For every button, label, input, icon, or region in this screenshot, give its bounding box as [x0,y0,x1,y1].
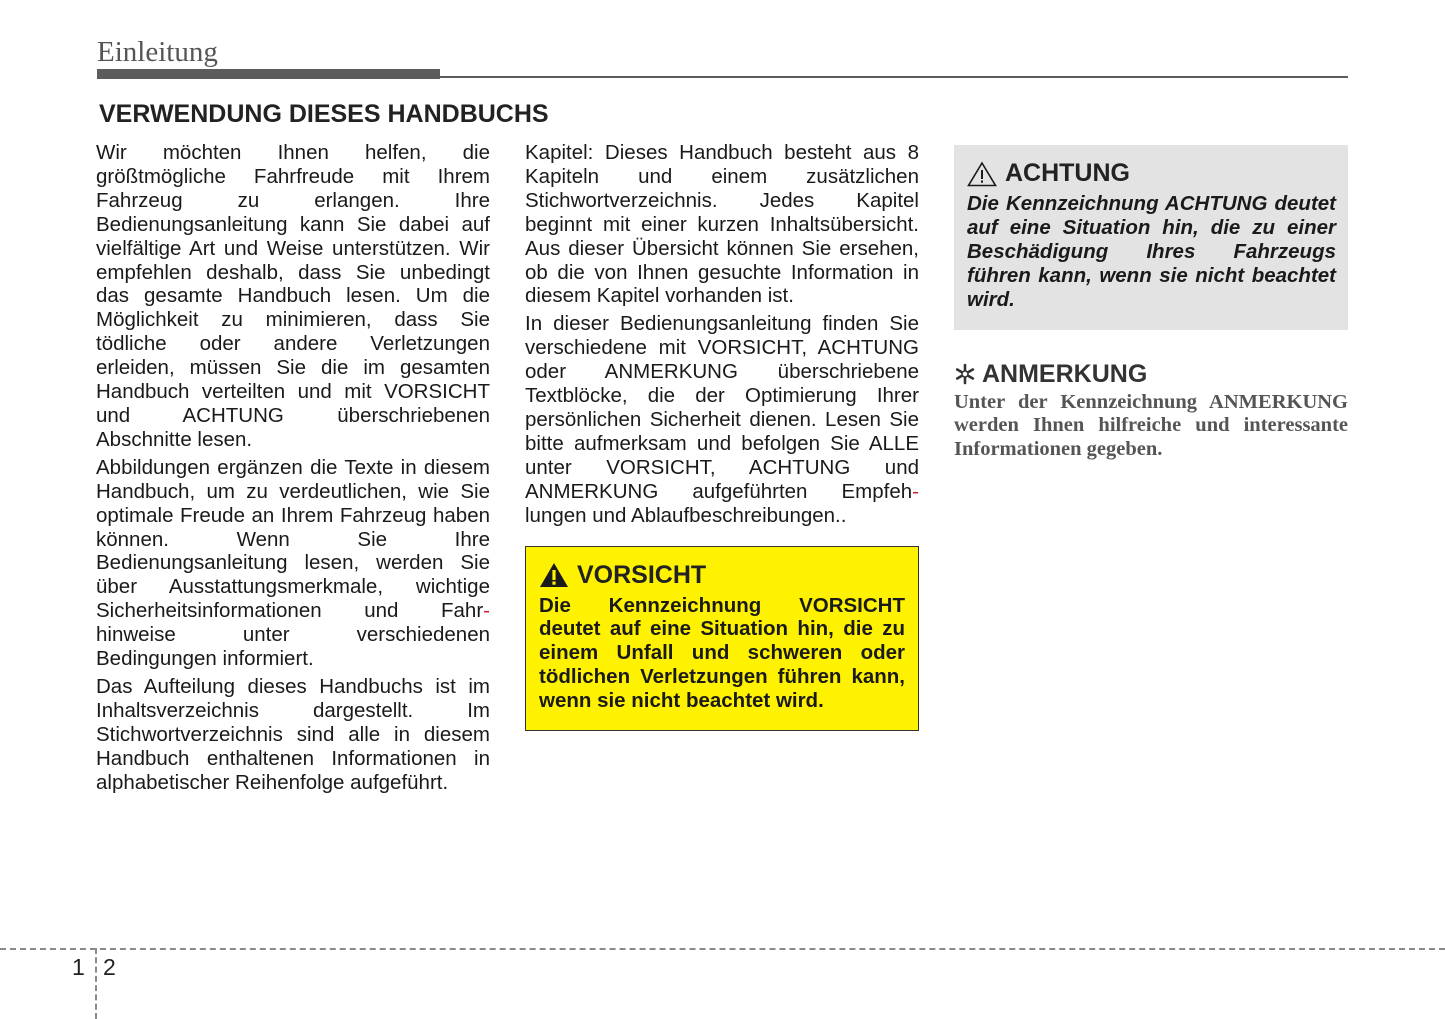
warning-triangle-outline-icon [967,161,997,187]
section-label: Einleitung [97,36,218,68]
text-column-2 [525,141,919,731]
page-number: 2 [103,954,116,980]
soft-hyphen: - [912,479,919,503]
warning-triangle-filled-icon [539,562,569,588]
warning-text: Die Kennzeichnung ACHTUNG deutet auf eine Situation hin, die zu einer Beschädigung Ihres Fahrzeugs führen kann, wenn sie nicht beachtet wird. [967,192,1336,311]
paragraph-illustrations: Abbildungen ergänzen die Texte in diesem Handbuch, um zu verdeutlichen, wie Sie optimale Freude an Ihrem Fahrzeug haben können. Wenn Sie Ihre Bedienungsanleitung lesen, werden Sie über Ausstattungsmerkmale, wichtige Sicherheitsinformationen und Fahr-hinweise unter verschiedenen Bedingungen informiert. [96,455,490,671]
text-column-1 [96,141,490,798]
soft-hyphen: - [483,599,490,623]
header-rule-thin [440,76,1348,78]
paragraph-intro: Wir möchten Ihnen helfen, die größtmögliche Fahrfreude mit Ihrem Fahrzeug zu erlangen. Ihre Bedienungsanleitung kann Sie dabei auf vielfältige Art und Weise unterstützen. Wir empfehlen deshalb, dass Sie unbedingt das gesamte Handbuch lesen. Um die Möglichkeit zu minimieren, dass Sie tödliche oder andere Verletzungen erleiden, müssen Sie die im gesamten Handbuch verteilten und mit VORSICHT und ACHTUNG überschriebenen Abschnitte lesen. [96,141,490,451]
warning-title: ACHTUNG [967,159,1336,188]
note-text: Unter der Kennzeichnung ANMERKUNG werden Ihnen hilfreiche und interessante Informationen gegeben. [954,390,1348,461]
chapter-number: 1 [72,954,85,980]
caution-title: VORSICHT [539,561,905,590]
text-column-3 [954,141,1348,466]
caution-box [525,546,919,732]
page-heading: VERWENDUNG DIESES HANDBUCHS [99,100,549,128]
footer-divider [0,948,1445,950]
note-title: ANMERKUNG [954,360,1348,389]
paragraph-textblocks: In dieser Bedienungsanleitung finden Sie verschiedene mit VORSICHT, ACHTUNG oder ANMERKUNG überschriebene Textblöcke, die der Optimierung Ihrer persönlichen Sicherheit dienen. Lesen Sie bitte aufmerksam und befolgen Sie ALLE unter VORSICHT, ACHTUNG und ANMERKUNG aufgeführten Empfeh-lungen und Ablaufbeschreibungen.. [525,312,919,527]
header-rule-thick [97,69,440,79]
paragraph-structure: Das Aufteilung dieses Handbuchs ist im Inhaltsverzeichnis dargestellt. Im Stichwortverzeichnis sind alle in diesem Handbuch enthaltenen Informationen in alphabetischer Reihenfolge aufgeführt. [96,674,490,794]
caution-text: Die Kennzeichnung VORSICHT deutet auf eine Situation hin, die zu einem Unfall und schweren oder tödlichen Verletzungen führen kann, wenn sie nicht beachtet wird. [539,593,905,713]
note-section [954,360,1348,463]
footer-divider-vertical [95,948,97,1019]
asterisk-icon [954,363,976,385]
warning-box [954,145,1348,330]
paragraph-chapters: Kapitel: Dieses Handbuch besteht aus 8 Kapiteln und einem zusätzlichen Stichwortverzeichnis. Jedes Kapitel beginnt mit einer kurzen Inhaltsübersicht. Aus dieser Übersicht können Sie ersehen, ob die von Ihnen gesuchte Information in diesem Kapitel vorhanden ist. [525,141,919,308]
